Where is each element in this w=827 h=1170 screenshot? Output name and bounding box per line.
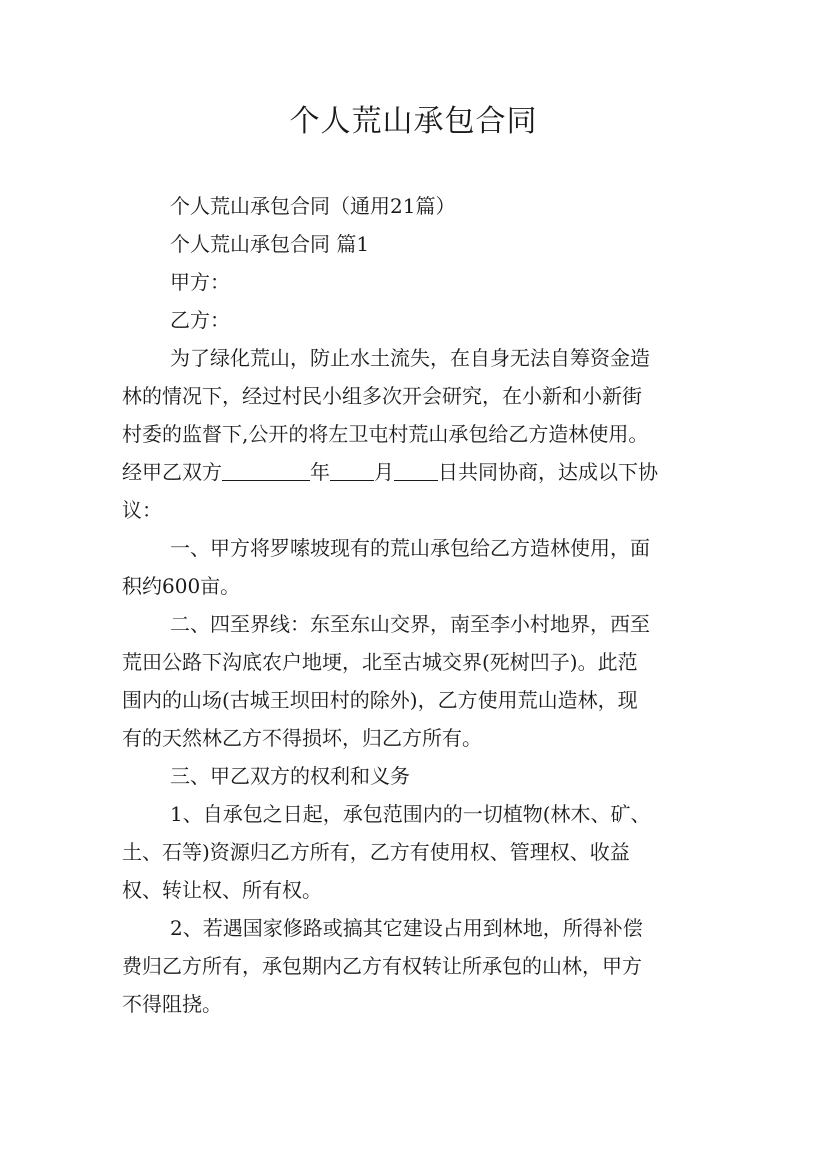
clause-3-heading: 三、甲乙双方的权利和义务 — [170, 764, 410, 788]
paragraph-party-b: 乙方： — [170, 308, 230, 332]
clause-3-1-line-3: 权、转让权、所有权。 — [122, 878, 322, 902]
clause-3-2-line-1: 2、若遇国家修路或搞其它建设占用到林地，所得补偿 — [170, 916, 643, 940]
clause-2-line-1: 二、四至界线：东至东山交界，南至李小村地界，西至 — [170, 612, 650, 636]
document-title: 个人荒山承包合同 — [289, 104, 538, 139]
document-body — [122, 187, 704, 1023]
paragraph-agreement-line-end: 议： — [122, 498, 162, 522]
clause-3-1-line-2: 土、石等)资源归乙方所有，乙方有使用权、管理权、收益 — [122, 840, 630, 864]
blank-month — [330, 458, 374, 481]
paragraph-agreement-line: 经甲乙双方 年 月 日共同协商，达成以下协 — [122, 460, 658, 484]
clause-2-line-2: 荒田公路下沟底农户地埂，北至古城交界(死树凹子)。此范 — [122, 650, 638, 674]
clause-3-2-line-3: 不得阻挠。 — [122, 992, 222, 1016]
paragraph-preamble-line-3: 村委的监督下,公开的将左卫屯村荒山承包给乙方造林使用。 — [122, 422, 649, 446]
paragraph-section-heading: 个人荒山承包合同 篇1 — [170, 232, 370, 256]
clause-2-line-3: 围内的山场(古城王坝田村的除外)，乙方使用荒山造林，现 — [122, 688, 638, 712]
clause-2-line-4: 有的天然林乙方不得损坏，归乙方所有。 — [122, 726, 482, 750]
blank-day — [394, 458, 438, 481]
blank-year — [222, 458, 310, 481]
paragraph-preamble-line-1: 为了绿化荒山，防止水土流失，在自身无法自筹资金造 — [170, 346, 650, 370]
clause-1-line-1: 一、甲方将罗嗦坡现有的荒山承包给乙方造林使用，面 — [170, 536, 650, 560]
clause-3-2-line-2: 费归乙方所有，承包期内乙方有权转让所承包的山林，甲方 — [122, 954, 642, 978]
paragraph-party-a: 甲方： — [170, 270, 230, 294]
clause-3-1-line-1: 1、自承包之日起，承包范围内的一切植物(林木、矿、 — [170, 802, 651, 826]
paragraph-subtitle: 个人荒山承包合同（通用21篇） — [170, 194, 456, 218]
clause-1-line-2: 积约600亩。 — [122, 574, 241, 598]
paragraph-preamble-line-2: 林的情况下，经过村民小组多次开会研究，在小新和小新街 — [122, 384, 642, 408]
